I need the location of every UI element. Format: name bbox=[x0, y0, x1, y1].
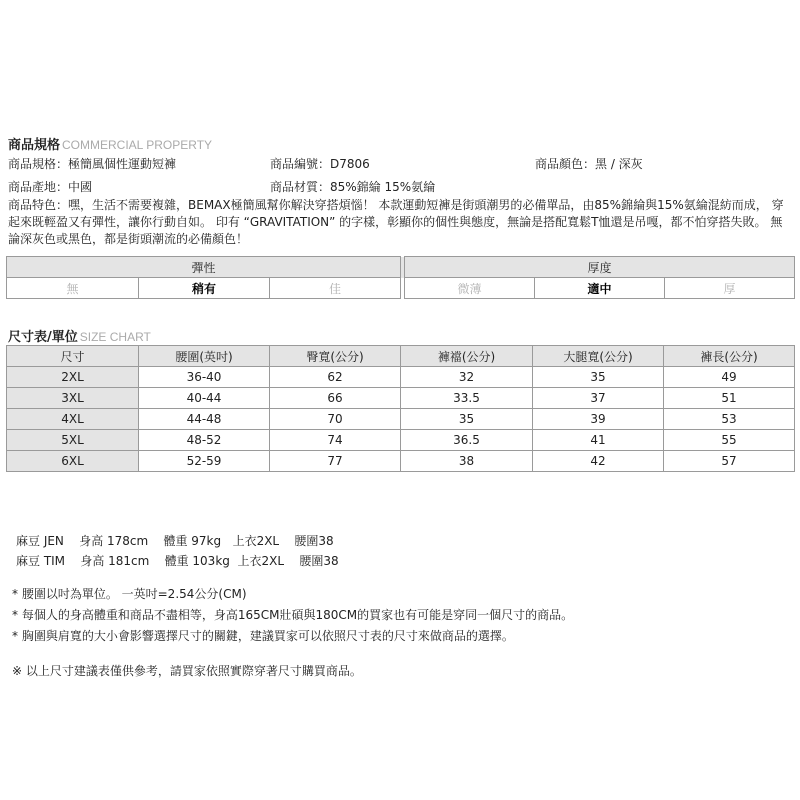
model-top: 上衣2XL bbox=[237, 554, 285, 568]
size-cell: 35 bbox=[533, 367, 664, 388]
size-header: 褲襠(公分) bbox=[401, 346, 533, 367]
size-cell: 62 bbox=[270, 367, 401, 388]
size-cell: 38 bbox=[401, 451, 533, 472]
table-row bbox=[7, 451, 795, 472]
elasticity-label: 彈性 bbox=[7, 257, 401, 278]
size-cell: 44-48 bbox=[139, 409, 270, 430]
size-cell: 39 bbox=[533, 409, 664, 430]
size-cell: 32 bbox=[401, 367, 533, 388]
model-top: 上衣2XL bbox=[232, 534, 280, 548]
spec-section-title bbox=[8, 134, 212, 153]
thickness-option: 微薄 bbox=[405, 278, 535, 299]
size-cell: 33.5 bbox=[401, 388, 533, 409]
size-header: 尺寸 bbox=[7, 346, 139, 367]
size-title-en: SIZE CHART bbox=[79, 330, 151, 344]
spec-name: 商品規格：極簡風個性運動短褲 bbox=[8, 157, 177, 171]
spec-material: 商品材質：85%錦綸 15%氨綸 bbox=[270, 180, 436, 194]
spec-code: 商品編號：D7806 bbox=[270, 157, 370, 171]
model-row bbox=[16, 552, 339, 569]
elasticity-option-selected: 稍有 bbox=[139, 278, 270, 299]
spec-origin: 商品產地：中國 bbox=[8, 180, 93, 194]
size-cell: 55 bbox=[664, 430, 795, 451]
size-cell: 53 bbox=[664, 409, 795, 430]
size-cell: 70 bbox=[270, 409, 401, 430]
size-cell: 36.5 bbox=[401, 430, 533, 451]
size-cell: 52-59 bbox=[139, 451, 270, 472]
size-cell: 51 bbox=[664, 388, 795, 409]
size-cell: 49 bbox=[664, 367, 795, 388]
note-item: * 胸圍與肩寬的大小會影響選擇尺寸的關鍵，建議買家可以依照尺寸表的尺寸來做商品的選擇。 bbox=[12, 629, 514, 643]
size-cell: 41 bbox=[533, 430, 664, 451]
table-row bbox=[7, 367, 795, 388]
spec-description: 商品特色：嘿，生活不需要複雜，BEMAX極簡風幫你解決穿搭煩惱！ 本款運動短褲是街頭潮男的必備單品，由85%錦綸與15%氨綸混紡而成， 穿起來既輕盈又有彈性，讓你行動自如。 印有 “GRAVITATION” 的字樣，彰顯你的個性與態度，無論是搭配寬鬆T恤還是吊嘎，都不怕穿搭失敗。 無論深灰色或黑色，都是街頭潮流的必備顏色！ bbox=[8, 198, 784, 246]
thickness-option-selected: 適中 bbox=[535, 278, 665, 299]
model-waist: 腰圍38 bbox=[294, 534, 334, 548]
model-weight: 體重 97kg bbox=[163, 534, 222, 548]
table-row bbox=[7, 409, 795, 430]
size-cell: 40-44 bbox=[139, 388, 270, 409]
size-cell: 35 bbox=[401, 409, 533, 430]
size-cell: 5XL bbox=[7, 430, 139, 451]
size-cell: 4XL bbox=[7, 409, 139, 430]
size-cell: 77 bbox=[270, 451, 401, 472]
size-chart-table bbox=[6, 345, 795, 472]
size-header: 褲長(公分) bbox=[664, 346, 795, 367]
size-header: 腰圍(英吋) bbox=[139, 346, 270, 367]
table-row bbox=[7, 430, 795, 451]
table-row bbox=[7, 388, 795, 409]
thickness-label: 厚度 bbox=[405, 257, 795, 278]
note-item: * 腰圍以吋為單位。 一英吋=2.54公分(CM) bbox=[12, 587, 247, 601]
model-name: 麻豆 TIM bbox=[16, 554, 66, 568]
model-name: 麻豆 JEN bbox=[16, 534, 64, 548]
feature-table bbox=[6, 256, 795, 299]
size-cell: 74 bbox=[270, 430, 401, 451]
model-height: 身高 178cm bbox=[79, 534, 149, 548]
size-cell: 42 bbox=[533, 451, 664, 472]
thickness-option: 厚 bbox=[665, 278, 795, 299]
size-cell: 57 bbox=[664, 451, 795, 472]
size-cell: 2XL bbox=[7, 367, 139, 388]
footer-note: ※ 以上尺寸建議表僅供參考，請買家依照實際穿著尺寸購買商品。 bbox=[12, 664, 362, 678]
size-cell: 66 bbox=[270, 388, 401, 409]
size-header: 大腿寬(公分) bbox=[533, 346, 664, 367]
spec-title-en: COMMERCIAL PROPERTY bbox=[62, 138, 213, 152]
size-header: 臀寬(公分) bbox=[270, 346, 401, 367]
elasticity-option: 佳 bbox=[270, 278, 401, 299]
size-chart-header-row bbox=[7, 346, 795, 367]
model-height: 身高 181cm bbox=[80, 554, 150, 568]
size-section-title bbox=[8, 326, 151, 345]
model-waist: 腰圍38 bbox=[299, 554, 339, 568]
size-title: 尺寸表/單位 bbox=[8, 330, 78, 345]
model-row bbox=[16, 532, 334, 549]
size-cell: 3XL bbox=[7, 388, 139, 409]
size-cell: 48-52 bbox=[139, 430, 270, 451]
size-cell: 37 bbox=[533, 388, 664, 409]
spec-color: 商品顏色：黑 / 深灰 bbox=[535, 157, 643, 171]
elasticity-option: 無 bbox=[7, 278, 139, 299]
spec-title: 商品規格 bbox=[8, 138, 61, 153]
model-weight: 體重 103kg bbox=[164, 554, 230, 568]
size-cell: 36-40 bbox=[139, 367, 270, 388]
note-item: * 每個人的身高體重和商品不盡相等，身高165CM壯碩與180CM的買家也有可能是穿同一個尺寸的商品。 bbox=[12, 608, 574, 622]
size-cell: 6XL bbox=[7, 451, 139, 472]
